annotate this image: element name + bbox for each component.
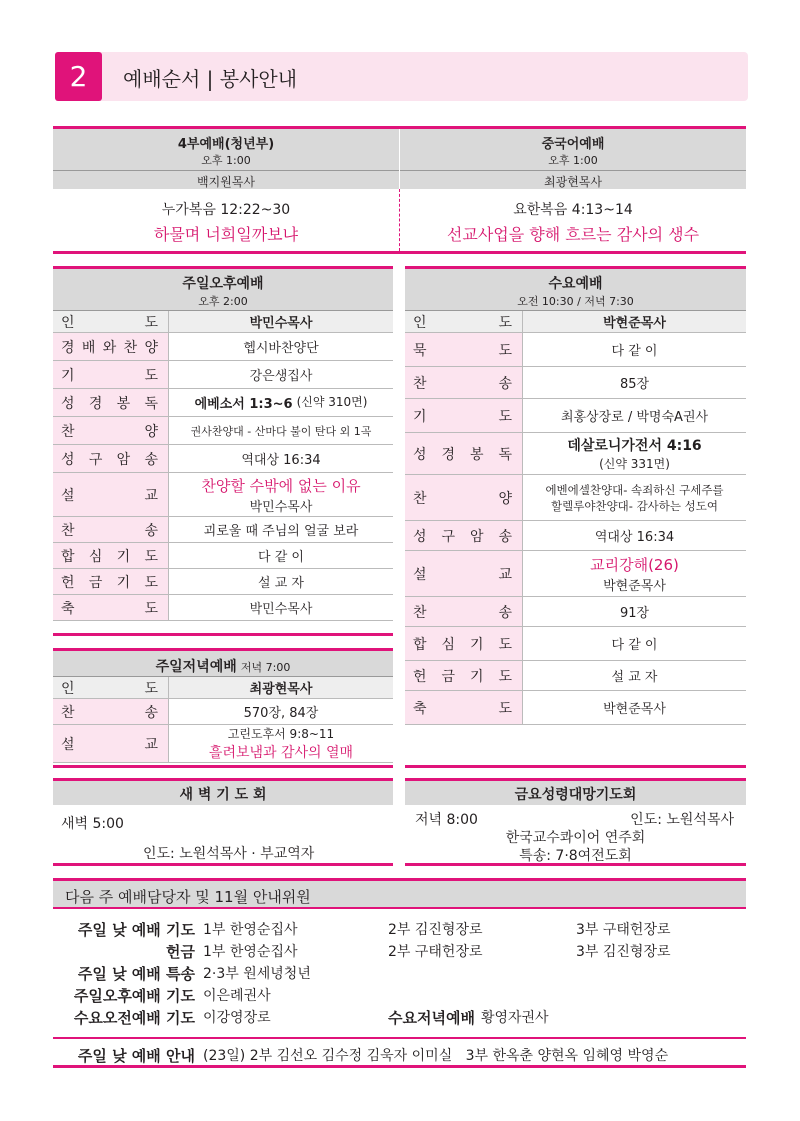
value-sub: 박현준목사: [603, 578, 666, 594]
row-value: [169, 520, 393, 539]
row-label: [53, 595, 169, 620]
evening-time: 저녁 7:00: [240, 661, 291, 674]
row-value: [169, 337, 393, 356]
label-char: 합: [61, 548, 75, 565]
label-char: 찬: [61, 704, 75, 721]
row-label: [405, 399, 523, 432]
row-value: [523, 406, 746, 425]
row-label: [405, 691, 523, 724]
row-label: [405, 597, 523, 626]
r2-b: 2부 구태헌장로: [388, 944, 483, 960]
value-main: 설 교 자: [258, 576, 304, 591]
dawn-leader: 인도: 노원석목사 · 부교역자: [143, 846, 315, 862]
schedule-row: [405, 661, 746, 691]
row-value: [523, 340, 746, 359]
schedule-row: [53, 725, 393, 763]
schedule-row: [405, 597, 746, 627]
value-main: 박민수목사: [249, 602, 313, 617]
schedule-row: [53, 445, 393, 473]
value-main: 최홍상장로 / 박명숙A권사: [560, 410, 709, 425]
label-char: 설: [61, 736, 75, 753]
evening-service: [53, 648, 393, 768]
r6-a: (23일) 2부 김선오 김수정 김욱자 이미실 3부 한옥춘 양현옥 임혜영 박영순: [203, 1048, 669, 1064]
r4-label: 주일오후예배 기도: [73, 987, 195, 1005]
label-char: 송: [144, 704, 158, 721]
label-char: 암: [116, 451, 131, 468]
row-label: [53, 677, 169, 698]
r5-b: 황영자권사: [480, 1010, 549, 1026]
row-label: [53, 517, 169, 542]
row-label: [53, 311, 169, 332]
label-char: 구: [441, 528, 456, 545]
row-value: [523, 435, 746, 472]
schedule-row: [53, 517, 393, 543]
label-char: 인: [61, 314, 75, 331]
chinese-passage: 요한복음 4:13~14: [513, 202, 633, 218]
youth-sermon: 하물며 너희일까보냐: [153, 225, 299, 244]
schedule-row: [405, 521, 746, 551]
label-char: 구: [88, 451, 103, 468]
label-char: 금: [88, 574, 103, 591]
value-main: 91장: [619, 606, 650, 621]
dawn-prayer: [53, 778, 393, 866]
section-number: 2: [55, 52, 102, 101]
label-char: 양: [498, 490, 512, 507]
r4-a: 이은례권사: [203, 988, 271, 1004]
label-char: 송: [144, 522, 158, 539]
r1-b: 2부 김진형장로: [388, 922, 483, 938]
label-char: 기: [116, 548, 131, 565]
value-main: 역대상 16:34: [241, 453, 321, 468]
chinese-title: 중국어예배: [541, 137, 605, 152]
value-sub: 박민수목사: [249, 499, 313, 515]
label-char: 도: [144, 574, 158, 591]
value-sub: 흘려보냄과 감사의 열매: [208, 745, 354, 761]
value-main: 박현준목사: [603, 316, 666, 331]
label-char: 봉: [116, 395, 131, 412]
schedule-row: [53, 699, 393, 725]
label-char: 헌: [61, 574, 75, 591]
row-label: [53, 543, 169, 568]
schedule-row: [53, 361, 393, 389]
value-main: 다 같 이: [611, 638, 658, 653]
value-main: 괴로울 때 주님의 얼굴 보라: [203, 524, 359, 539]
r2-c: 3부 김진형장로: [576, 944, 671, 960]
label-char: 독: [498, 446, 512, 463]
schedule-row: [53, 677, 393, 699]
label-char: 심: [441, 636, 456, 653]
value-main: 찬양할 수밖에 없는 이유: [201, 476, 361, 495]
label-char: 독: [144, 395, 158, 412]
row-value: [523, 602, 746, 621]
value-main: 85장: [619, 377, 650, 392]
schedule-row: [53, 311, 393, 333]
label-char: 기: [116, 574, 131, 591]
row-value: [523, 698, 746, 717]
value-main: 권사찬양대 - 산마다 불이 탄다 외 1곡: [190, 424, 372, 438]
label-char: 와: [102, 339, 117, 356]
label-char: 봉: [469, 446, 484, 463]
schedule-row: [405, 367, 746, 399]
value-main: 설 교 자: [611, 670, 658, 685]
label-char: 설: [61, 487, 75, 504]
schedule-row: [405, 333, 746, 367]
label-char: 도: [144, 367, 158, 384]
label-char: 도: [498, 408, 512, 425]
label-char: 교: [498, 566, 512, 583]
r1-a: 1부 한영순집사: [203, 922, 298, 938]
label-char: 찬: [123, 339, 138, 356]
label-char: 도: [498, 636, 512, 653]
label-char: 성: [413, 528, 427, 545]
row-value: [169, 702, 393, 721]
schedule-row: [53, 389, 393, 417]
schedule-row: [405, 551, 746, 597]
row-value: [169, 449, 393, 468]
row-label: [53, 361, 169, 388]
label-char: 양: [144, 339, 158, 356]
friday-time: 저녁 8:00: [415, 812, 478, 828]
label-char: 인: [413, 314, 427, 331]
r3-label: 주일 낮 예배 특송: [77, 965, 195, 983]
row-value: [169, 423, 393, 439]
label-char: 성: [61, 395, 75, 412]
value-sub: (신약 310면): [296, 395, 368, 409]
row-label: [53, 699, 169, 724]
chinese-service-header: [400, 129, 746, 189]
label-char: 교: [144, 487, 158, 504]
schedule-row: [405, 475, 746, 521]
label-char: 경: [441, 446, 456, 463]
row-label: [405, 475, 523, 520]
label-char: 도: [144, 680, 158, 697]
value-main: 고린도후서 9:8~11: [227, 727, 335, 741]
label-char: 도: [498, 700, 512, 717]
label-char: 기: [413, 408, 427, 425]
schedule-row: [405, 433, 746, 475]
row-value: [169, 311, 393, 332]
label-char: 성: [61, 451, 75, 468]
label-char: 교: [144, 736, 158, 753]
label-char: 송: [144, 451, 158, 468]
schedule-row: [53, 595, 393, 621]
r3-a: 2·3부 원세녕청년: [203, 966, 311, 982]
value-sub: (신약 331면): [599, 457, 670, 471]
label-char: 기: [469, 636, 484, 653]
value-main: 헵시바찬양단: [243, 341, 319, 356]
row-value: [523, 526, 746, 545]
schedule-row: [53, 569, 393, 595]
label-char: 도: [144, 548, 158, 565]
friday-line2: 한국교수콰이어 연주회: [505, 830, 646, 846]
row-value: [169, 475, 393, 515]
r2-label: 헌금: [166, 943, 195, 961]
chinese-time: 오후 1:00: [548, 154, 598, 167]
label-char: 심: [88, 548, 103, 565]
row-value: [169, 598, 393, 617]
label-char: 찬: [413, 604, 427, 621]
row-value: [169, 725, 393, 762]
row-value: [169, 677, 393, 698]
dawn-title: 새 벽 기 도 회: [53, 781, 393, 805]
chinese-sermon: 선교사업을 향해 흐르는 감사의 생수: [446, 225, 700, 244]
label-char: 송: [498, 604, 512, 621]
label-char: 축: [61, 600, 75, 617]
schedule-row: [53, 333, 393, 361]
row-label: [405, 521, 523, 550]
r1-label: 주일 낮 예배 기도: [77, 921, 195, 939]
row-label: [405, 661, 523, 690]
row-label: [53, 569, 169, 594]
label-char: 묵: [413, 342, 427, 359]
value-main: 역대상 16:34: [594, 530, 675, 545]
row-value: [523, 373, 746, 392]
next-week: [53, 878, 746, 1068]
afternoon-service: [53, 266, 393, 636]
row-value: [523, 311, 746, 332]
label-char: 축: [413, 700, 427, 717]
value-main: 에베소서 1:3~6: [194, 397, 293, 412]
wednesday-service: [405, 266, 746, 768]
row-value: [169, 365, 393, 384]
row-label: [405, 311, 523, 332]
label-char: 기: [469, 668, 484, 685]
value-main: 다 같 이: [258, 550, 304, 565]
value-main: 에벤에셀찬양대- 속죄하신 구세주를: [545, 482, 724, 497]
label-char: 양: [144, 423, 158, 440]
row-value: [523, 634, 746, 653]
friday-title: 금요성령대망기도회: [405, 781, 746, 805]
label-char: 합: [413, 636, 427, 653]
row-value: [523, 666, 746, 685]
r5-a: 이강영장로: [203, 1010, 271, 1026]
row-label: [405, 367, 523, 398]
row-value: [523, 482, 746, 514]
label-char: 찬: [413, 490, 427, 507]
label-char: 송: [498, 528, 512, 545]
schedule-row: [53, 473, 393, 517]
r6-label: 주일 낮 예배 안내: [77, 1047, 195, 1065]
value-main: 다 같 이: [611, 344, 658, 359]
afternoon-time: 오후 2:00: [198, 295, 248, 308]
section-title: 예배순서 | 봉사안내: [123, 67, 298, 91]
label-char: 경: [61, 339, 75, 356]
schedule-row: [405, 627, 746, 661]
label-char: 도: [144, 314, 158, 331]
value-main: 570장, 84장: [243, 706, 319, 721]
label-char: 인: [61, 680, 75, 697]
row-value: [169, 572, 393, 591]
label-char: 도: [498, 314, 512, 331]
chinese-pastor: 최광현목사: [400, 170, 746, 190]
label-char: 찬: [61, 522, 75, 539]
wednesday-title: 수요예배: [548, 276, 603, 292]
value-main: 교리강해(26): [590, 555, 679, 574]
row-label: [53, 725, 169, 762]
label-char: 도: [498, 342, 512, 359]
youth-service-header: [53, 129, 399, 189]
dawn-time: 새벽 5:00: [61, 816, 124, 832]
section-header: [55, 52, 748, 101]
r2-a: 1부 한영순집사: [203, 944, 298, 960]
label-char: 도: [498, 668, 512, 685]
row-label: [53, 417, 169, 444]
schedule-row: [53, 543, 393, 569]
label-char: 암: [469, 528, 484, 545]
value-main: 최광현목사: [249, 682, 313, 697]
friday-leader: 인도: 노원석목사: [630, 812, 734, 828]
row-label: [405, 627, 523, 660]
schedule-row: [405, 311, 746, 333]
friday-prayer: [405, 778, 746, 866]
r5-b-label: 수요저녁예배: [388, 1009, 475, 1027]
row-label: [53, 333, 169, 360]
label-char: 헌: [413, 668, 427, 685]
row-label: [53, 445, 169, 472]
value-main: 박현준목사: [603, 702, 666, 717]
schedule-row: [405, 691, 746, 725]
row-value: [523, 554, 746, 594]
value-main: 데살로니가전서 4:16: [567, 438, 702, 454]
label-char: 배: [81, 339, 96, 356]
schedule-row: [53, 417, 393, 445]
label-char: 성: [413, 446, 427, 463]
label-char: 설: [413, 566, 427, 583]
label-char: 찬: [413, 375, 427, 392]
value-main: 강은생집사: [249, 369, 313, 384]
wednesday-time: 오전 10:30 / 저녁 7:30: [517, 295, 634, 308]
row-label: [405, 333, 523, 366]
r1-c: 3부 구태헌장로: [576, 922, 671, 938]
label-char: 기: [61, 367, 75, 384]
row-value: [169, 546, 393, 565]
row-value: [169, 393, 393, 412]
row-label: [405, 433, 523, 474]
youth-title: 4부예배(청년부): [177, 137, 275, 152]
label-char: 경: [88, 395, 103, 412]
evening-title: 주일저녁예배: [155, 659, 237, 675]
youth-passage: 누가복음 12:22~30: [161, 202, 291, 218]
value-main: 박민수목사: [249, 316, 313, 331]
r5-label: 수요오전예배 기도: [73, 1009, 195, 1027]
label-char: 금: [441, 668, 456, 685]
youth-pastor: 백지원목사: [53, 170, 399, 190]
value-sub: 할렐루야찬양대- 감사하는 성도여: [551, 498, 718, 513]
youth-time: 오후 1:00: [201, 154, 251, 167]
label-char: 송: [498, 375, 512, 392]
schedule-row: [405, 399, 746, 433]
label-char: 도: [144, 600, 158, 617]
afternoon-title: 주일오후예배: [182, 276, 264, 292]
top-services: [53, 126, 746, 254]
label-char: 찬: [61, 423, 75, 440]
row-label: [53, 389, 169, 416]
friday-line3: 특송: 7·8여전도회: [519, 848, 632, 864]
row-label: [53, 473, 169, 516]
row-label: [405, 551, 523, 596]
next-title: 다음 주 예배담당자 및 11월 안내위원: [53, 881, 746, 909]
